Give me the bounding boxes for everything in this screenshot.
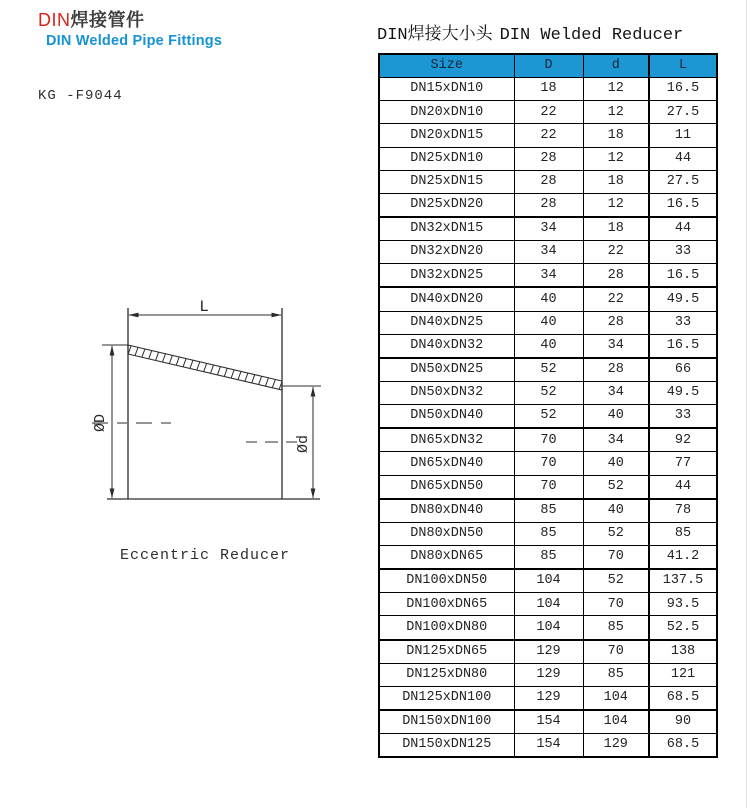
table-cell: 33 bbox=[649, 241, 717, 264]
table-cell: 52 bbox=[514, 358, 583, 382]
page-subtitle: DIN Welded Pipe Fittings bbox=[46, 33, 223, 49]
table-cell: 68.5 bbox=[649, 734, 717, 758]
table-row bbox=[379, 405, 717, 429]
table-cell: 34 bbox=[583, 428, 649, 452]
table-cell: 90 bbox=[649, 710, 717, 734]
table-row bbox=[379, 101, 717, 124]
table-cell: 137.5 bbox=[649, 569, 717, 593]
table-row bbox=[379, 452, 717, 475]
column-header: L bbox=[649, 54, 717, 78]
table-row bbox=[379, 334, 717, 358]
table-cell: 16.5 bbox=[649, 334, 717, 358]
table-cell: 85 bbox=[514, 522, 583, 545]
scan-edge-artifact bbox=[746, 0, 747, 808]
reducer-wall-hatch-band bbox=[128, 345, 282, 390]
table-cell: 154 bbox=[514, 710, 583, 734]
table-cell: 28 bbox=[514, 147, 583, 170]
table-cell: 154 bbox=[514, 734, 583, 758]
table-row bbox=[379, 663, 717, 686]
table-cell: 85 bbox=[583, 616, 649, 640]
table-cell: DN150xDN125 bbox=[379, 734, 514, 758]
table-cell: 129 bbox=[514, 686, 583, 710]
table-row bbox=[379, 217, 717, 241]
table-cell: 28 bbox=[583, 264, 649, 288]
table-cell: DN80xDN65 bbox=[379, 545, 514, 569]
table-row bbox=[379, 593, 717, 616]
page-title bbox=[38, 9, 145, 31]
table-cell: 22 bbox=[514, 124, 583, 147]
table-cell: 40 bbox=[583, 405, 649, 429]
table-cell: 12 bbox=[583, 147, 649, 170]
diagram-caption: Eccentric Reducer bbox=[119, 547, 291, 564]
table-cell: DN125xDN65 bbox=[379, 640, 514, 664]
table-cell: DN25xDN20 bbox=[379, 193, 514, 217]
table-cell: DN65xDN32 bbox=[379, 428, 514, 452]
table-cell: 18 bbox=[583, 217, 649, 241]
table-header bbox=[379, 54, 717, 78]
table-cell: 41.2 bbox=[649, 545, 717, 569]
table-cell: 52.5 bbox=[649, 616, 717, 640]
label-large-diameter: ØD bbox=[92, 413, 109, 433]
table-cell: 34 bbox=[514, 217, 583, 241]
table-cell: DN32xDN15 bbox=[379, 217, 514, 241]
table-cell: DN25xDN15 bbox=[379, 170, 514, 193]
table-cell: 85 bbox=[649, 522, 717, 545]
table-cell: 52 bbox=[583, 475, 649, 499]
table-cell: 40 bbox=[514, 334, 583, 358]
table-cell: 16.5 bbox=[649, 193, 717, 217]
table-row bbox=[379, 640, 717, 664]
table-cell: 93.5 bbox=[649, 593, 717, 616]
table-header-row bbox=[379, 54, 717, 78]
table-cell: 52 bbox=[583, 569, 649, 593]
table-cell: DN20xDN15 bbox=[379, 124, 514, 147]
column-header: D bbox=[514, 54, 583, 78]
table-cell: 40 bbox=[514, 311, 583, 334]
table-row bbox=[379, 381, 717, 404]
table-cell: DN25xDN10 bbox=[379, 147, 514, 170]
table-cell: 34 bbox=[583, 381, 649, 404]
table-cell: 40 bbox=[583, 499, 649, 523]
table-row bbox=[379, 264, 717, 288]
table-cell: DN50xDN32 bbox=[379, 381, 514, 404]
table-cell: 104 bbox=[583, 710, 649, 734]
page-title-din: DIN bbox=[38, 10, 71, 30]
table-cell: 129 bbox=[514, 640, 583, 664]
table-cell: 92 bbox=[649, 428, 717, 452]
table-cell: 104 bbox=[514, 569, 583, 593]
table-cell: 77 bbox=[649, 452, 717, 475]
column-header: Size bbox=[379, 54, 514, 78]
table-cell: DN125xDN100 bbox=[379, 686, 514, 710]
table-cell: 104 bbox=[514, 593, 583, 616]
table-cell: 70 bbox=[514, 428, 583, 452]
reducer-spec-table bbox=[378, 53, 718, 758]
table-row bbox=[379, 170, 717, 193]
table-cell: 34 bbox=[514, 264, 583, 288]
table-cell: 34 bbox=[583, 334, 649, 358]
table-row bbox=[379, 241, 717, 264]
table-cell: 129 bbox=[583, 734, 649, 758]
table-cell: DN20xDN10 bbox=[379, 101, 514, 124]
table-cell: 49.5 bbox=[649, 287, 717, 311]
table-row bbox=[379, 686, 717, 710]
column-header: d bbox=[583, 54, 649, 78]
table-cell: 85 bbox=[514, 499, 583, 523]
table-title bbox=[377, 19, 683, 45]
eccentric-reducer-drawing bbox=[85, 295, 330, 510]
table-row bbox=[379, 287, 717, 311]
table-cell: 27.5 bbox=[649, 101, 717, 124]
table-cell: 28 bbox=[514, 193, 583, 217]
table-cell: 12 bbox=[583, 101, 649, 124]
table-cell: 68.5 bbox=[649, 686, 717, 710]
table-cell: DN15xDN10 bbox=[379, 78, 514, 101]
table-title-en: DIN Welded Reducer bbox=[499, 26, 684, 45]
label-length: L bbox=[199, 298, 209, 316]
table-cell: 28 bbox=[514, 170, 583, 193]
table-cell: 12 bbox=[583, 193, 649, 217]
table-cell: 52 bbox=[514, 381, 583, 404]
table-cell: 78 bbox=[649, 499, 717, 523]
table-row bbox=[379, 616, 717, 640]
table-cell: 22 bbox=[583, 241, 649, 264]
reducer-table-body bbox=[379, 78, 717, 758]
table-cell: 52 bbox=[583, 522, 649, 545]
table-cell: 33 bbox=[649, 311, 717, 334]
table-cell: 18 bbox=[583, 124, 649, 147]
table-row bbox=[379, 710, 717, 734]
table-cell: DN100xDN50 bbox=[379, 569, 514, 593]
table-cell: 33 bbox=[649, 405, 717, 429]
table-cell: 28 bbox=[583, 311, 649, 334]
table-cell: 70 bbox=[583, 593, 649, 616]
table-cell: 52 bbox=[514, 405, 583, 429]
table-cell: 22 bbox=[514, 101, 583, 124]
table-cell: 66 bbox=[649, 358, 717, 382]
table-cell: 44 bbox=[649, 217, 717, 241]
table-cell: 16.5 bbox=[649, 78, 717, 101]
table-cell: DN40xDN32 bbox=[379, 334, 514, 358]
table-cell: DN65xDN40 bbox=[379, 452, 514, 475]
table-cell: DN65xDN50 bbox=[379, 475, 514, 499]
table-cell: 11 bbox=[649, 124, 717, 147]
product-code: KG -F9044 bbox=[38, 88, 123, 104]
table-row bbox=[379, 545, 717, 569]
table-cell: DN32xDN25 bbox=[379, 264, 514, 288]
table-cell: 18 bbox=[583, 170, 649, 193]
table-cell: 34 bbox=[514, 241, 583, 264]
table-row bbox=[379, 311, 717, 334]
table-cell: 18 bbox=[514, 78, 583, 101]
table-cell: DN125xDN80 bbox=[379, 663, 514, 686]
table-cell: 70 bbox=[514, 452, 583, 475]
table-cell: DN150xDN100 bbox=[379, 710, 514, 734]
table-cell: 22 bbox=[583, 287, 649, 311]
table-cell: DN32xDN20 bbox=[379, 241, 514, 264]
table-cell: 70 bbox=[514, 475, 583, 499]
table-cell: DN100xDN80 bbox=[379, 616, 514, 640]
table-cell: 70 bbox=[583, 640, 649, 664]
table-cell: DN40xDN20 bbox=[379, 287, 514, 311]
table-cell: 40 bbox=[514, 287, 583, 311]
table-row bbox=[379, 147, 717, 170]
table-row bbox=[379, 475, 717, 499]
table-cell: 12 bbox=[583, 78, 649, 101]
table-row bbox=[379, 124, 717, 147]
table-row bbox=[379, 428, 717, 452]
table-row bbox=[379, 734, 717, 758]
table-row bbox=[379, 499, 717, 523]
table-cell: 104 bbox=[514, 616, 583, 640]
table-cell: 40 bbox=[583, 452, 649, 475]
table-cell: 85 bbox=[514, 545, 583, 569]
table-row bbox=[379, 193, 717, 217]
table-cell: DN80xDN40 bbox=[379, 499, 514, 523]
table-row bbox=[379, 522, 717, 545]
table-title-cn: DIN焊接大小头 bbox=[377, 26, 493, 45]
page-title-cn: 焊接管件 bbox=[70, 10, 145, 30]
table-row bbox=[379, 569, 717, 593]
table-cell: 44 bbox=[649, 475, 717, 499]
label-small-diameter: Ød bbox=[295, 434, 312, 454]
table-cell: 104 bbox=[583, 686, 649, 710]
table-row bbox=[379, 78, 717, 101]
table-row bbox=[379, 358, 717, 382]
table-cell: 27.5 bbox=[649, 170, 717, 193]
table-cell: 138 bbox=[649, 640, 717, 664]
table-cell: 28 bbox=[583, 358, 649, 382]
table-cell: DN80xDN50 bbox=[379, 522, 514, 545]
table-cell: 129 bbox=[514, 663, 583, 686]
table-cell: DN40xDN25 bbox=[379, 311, 514, 334]
table-cell: DN50xDN40 bbox=[379, 405, 514, 429]
table-cell: 121 bbox=[649, 663, 717, 686]
table-cell: 85 bbox=[583, 663, 649, 686]
table-cell: 16.5 bbox=[649, 264, 717, 288]
table-cell: 44 bbox=[649, 147, 717, 170]
table-cell: DN50xDN25 bbox=[379, 358, 514, 382]
table-cell: 49.5 bbox=[649, 381, 717, 404]
table-cell: 70 bbox=[583, 545, 649, 569]
table-cell: DN100xDN65 bbox=[379, 593, 514, 616]
